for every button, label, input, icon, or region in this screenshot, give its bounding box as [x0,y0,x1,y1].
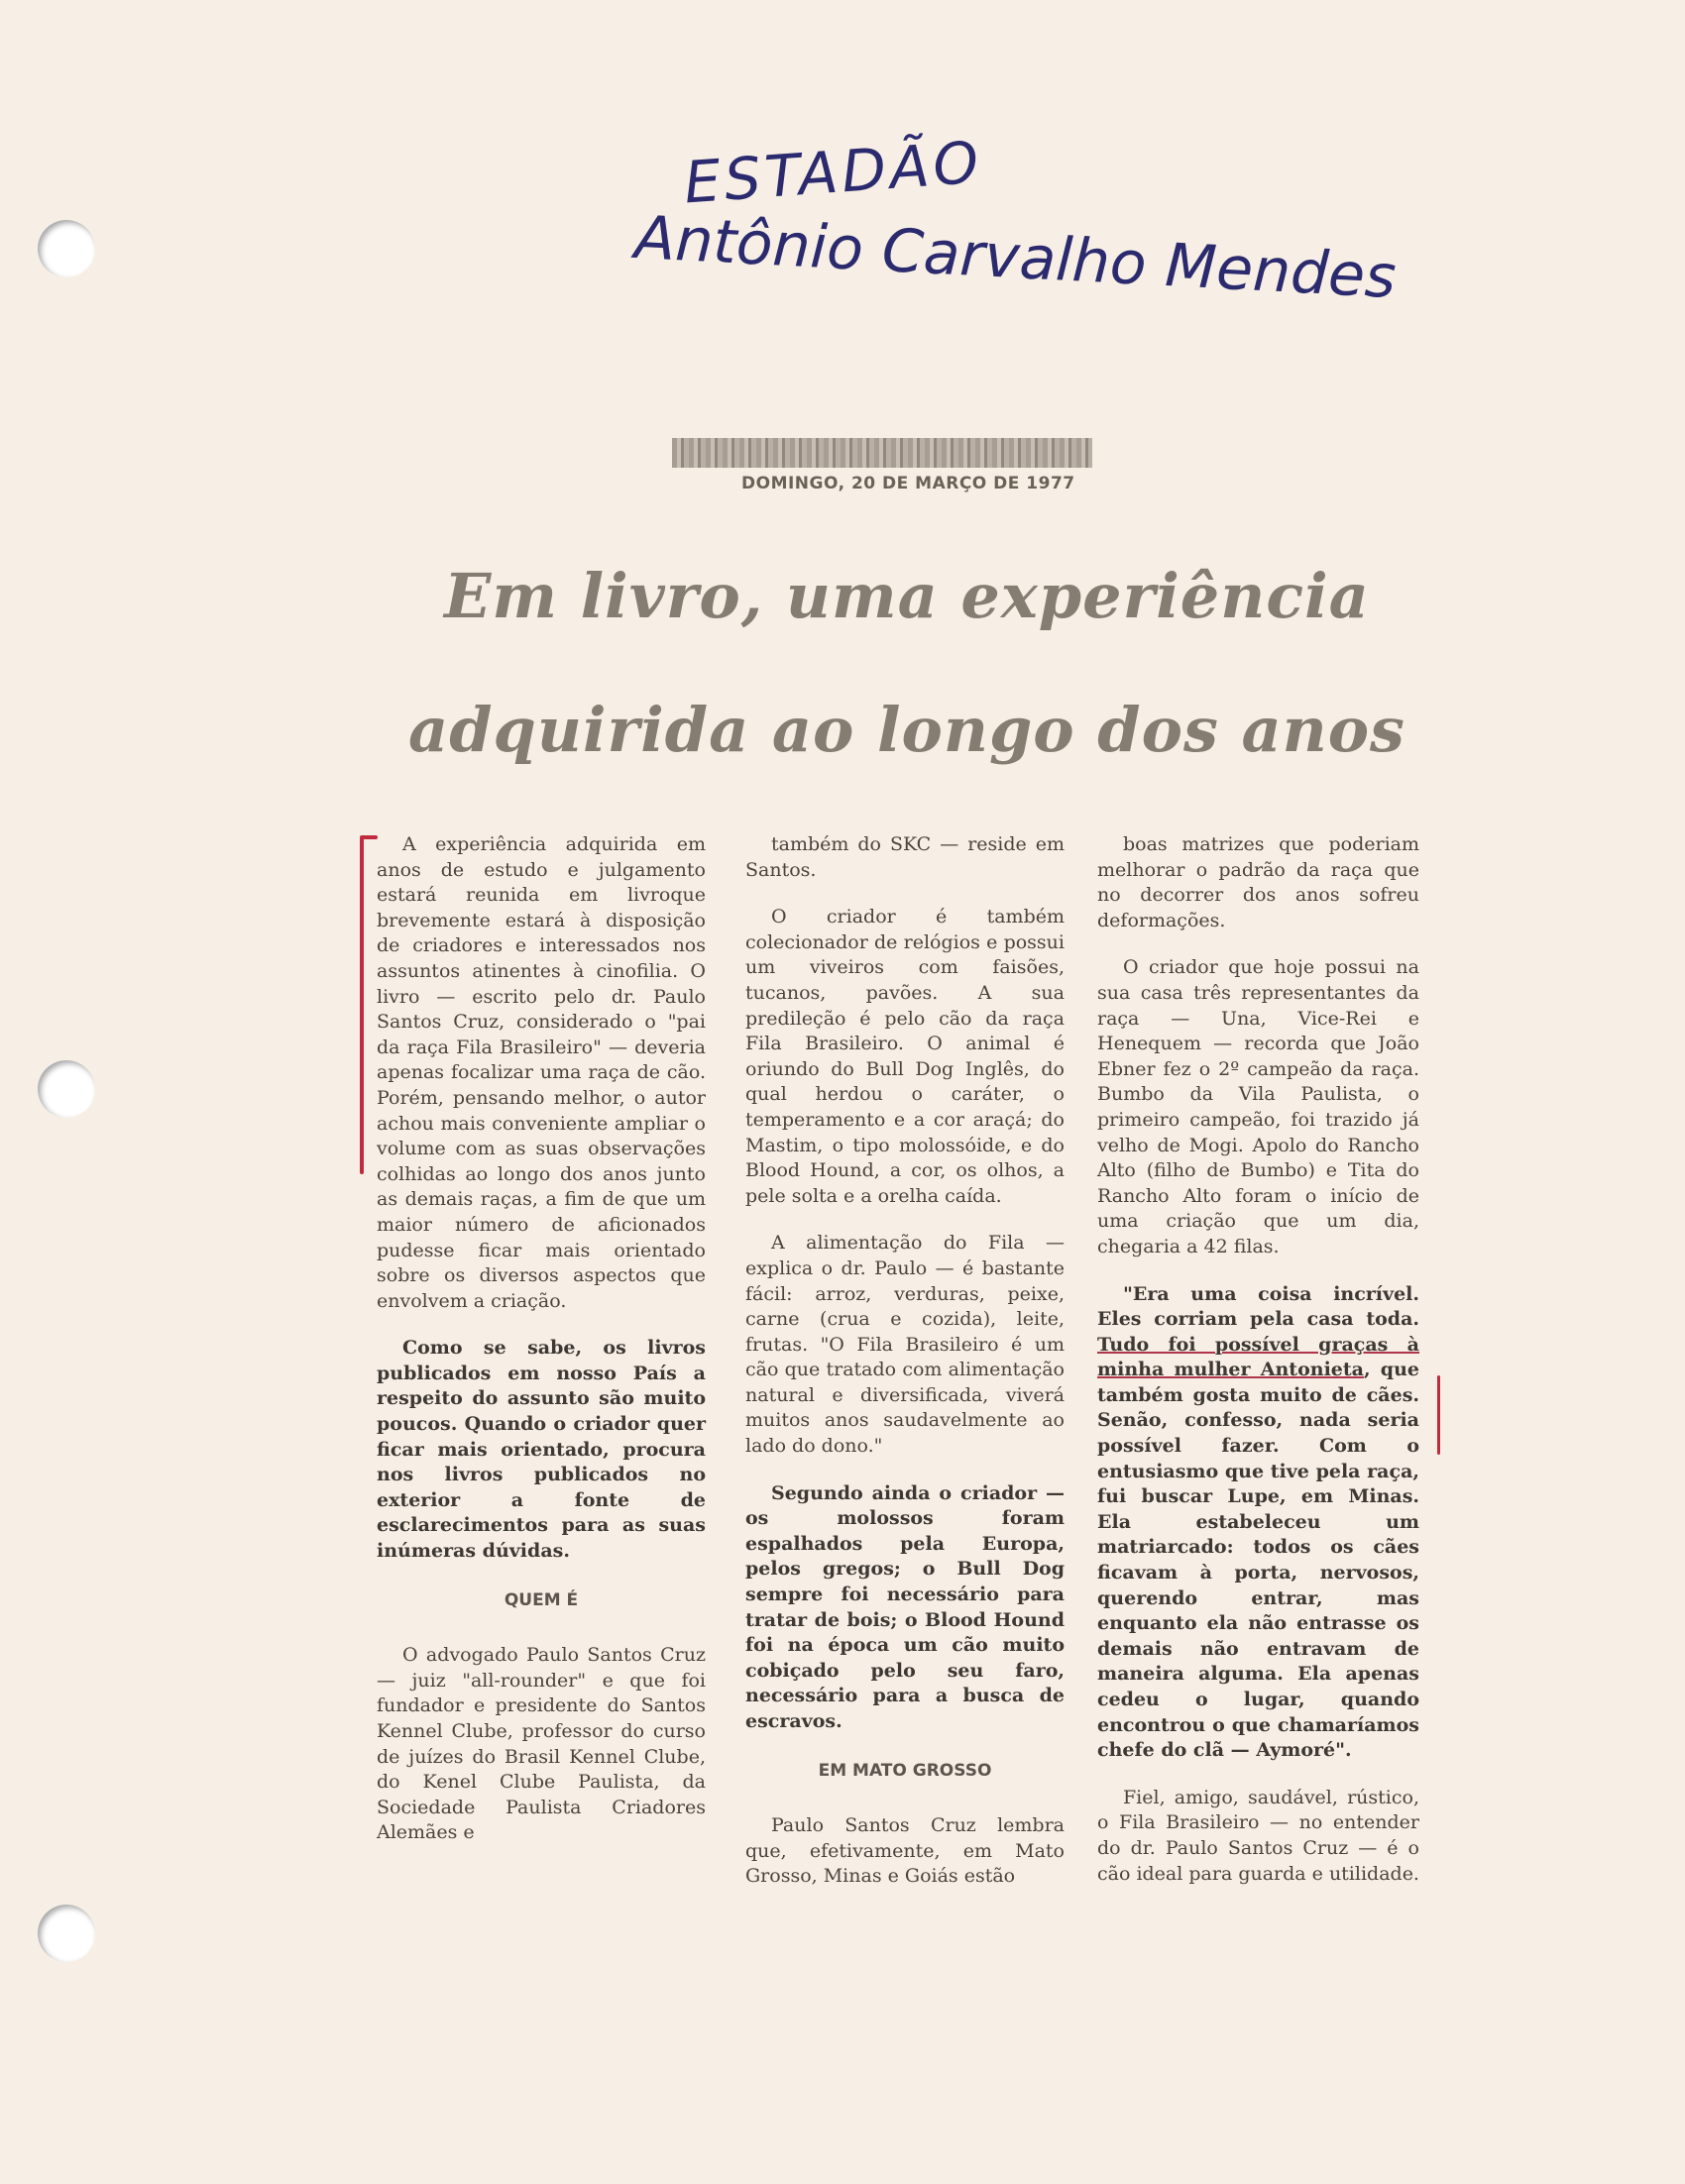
article-column-1 [377,832,706,1868]
subhead-em-mato-grosso: EM MATO GROSSO [818,1760,992,1781]
col1-paragraph-2: Como se sabe, os livros publicados em nosso País a respeito do assunto são muito poucos. Quando o criador quer ficar mais orientado, procura nos livros publicados no exterior a fonte de esclarecimentos para as suas inúmeras dúvidas. [377,1337,706,1563]
handwritten-author: Antônio Carvalho Mendes [632,202,1399,313]
binder-hole-bottom [38,1905,95,1962]
col3-paragraph-3 [1097,1282,1419,1764]
red-margin-mark-1 [360,837,364,1174]
quote-rest: , que também gosta muito de cães. Senão, confesso, nada seria possível fazer. Com o entusiasmo que tive pela raça, fui buscar Lupe, em Minas. Ela estabeleceu um matriarcado: todos os cães ficavam à porta, nervosos, querendo entrar, mas enquanto ela não entrasse os demais não entravam de maneira alguma. Ela apenas cedeu o lugar, quando encontrou o que chamaríamos chefe do clã — Aymoré". [1097,1359,1419,1762]
handwritten-source: ESTADÃO [681,128,985,217]
col2-paragraph-2: O criador é também colecionador de relógios e possui um viveiros com faisões, tucanos, pavões. A sua predileção é pelo cão da raça Fila Brasileiro. O animal é oriundo do Bull Dog Inglês, do qual herdou o caráter, o temperamento e a cor araçá; do Mastim, o tipo molossóide, e do Blood Hound, a cor, os olhos, a pele solta e a orelha caída. [745,906,1065,1207]
headline-line-1: Em livro, uma experiência [444,560,1370,632]
col3-paragraph-4: Fiel, amigo, saudável, rústico, o Fila Brasileiro — no entender do dr. Paulo Santos Cruz — é o cão ideal para guarda e utilidade. [1097,1786,1419,1885]
col3-paragraph-2: O criador que hoje possui na sua casa três representantes da raça — Una, Vice-Rei e Henequem — recorda que João Ebner fez o 2º campeão da raça. Bumbo da Vila Paulista, o primeiro campeão, foi trazido já velho de Mogi. Apolo do Rancho Alto (filho de Bumbo) e Tita do Rancho Alto foram o início de uma criação que um dia, chegaria a 42 filas. [1097,956,1419,1257]
col3-paragraph-1: boas matrizes que poderiam melhorar o padrão da raça que no decorrer dos anos sofreu deformações. [1097,833,1419,931]
subhead-quem-e: QUEM É [504,1589,579,1610]
col2-paragraph-3: A alimentação do Fila — explica o dr. Paulo — é bastante fácil: arroz, verduras, peixe, carne (crua e cozida), leite, frutas. "O Fila Brasileiro é um cão que tratado com alimentação natural e diversificada, viverá muitos anos saudavelmente ao lado do dono." [745,1232,1065,1458]
quote-start: "Era uma coisa incrível. Eles corriam pela casa toda. [1097,1282,1419,1331]
col1-paragraph-3: O advogado Paulo Santos Cruz — juiz "all-rounder" e que foi fundador e presidente do Santos Kennel Clube, professor do curso de juízes do Brasil Kennel Clube, do Kenel Clube Paulista, da Sociedade Paulista Criadores Alemães e [377,1644,706,1844]
col2-paragraph-1: também do SKC — reside em Santos. [745,833,1065,881]
col2-paragraph-5: Paulo Santos Cruz lembra que, efetivamente, em Mato Grosso, Minas e Goiás estão [745,1814,1065,1888]
binder-hole-middle [38,1060,95,1118]
binder-hole-top [38,220,95,277]
article-column-3 [1097,832,1419,1909]
col2-paragraph-4: Segundo ainda o criador — os molossos foram espalhados pela Europa, pelos gregos; o Bull Dog sempre foi necessário para tratar de bois; o Blood Hound foi na época um cão muito cobiçado pelo seu faro, necessário para a busca de escravos. [745,1481,1065,1732]
col1-paragraph-1: A experiência adquirida em anos de estudo e julgamento estará reunida em livroque brevemente estará à disposição de criadores e interessados nos assuntos atinentes à cinofilia. O livro — escrito pelo dr. Paulo Santos Cruz, considerado o "pai da raça Fila Brasileiro" — deveria apenas focalizar uma raça de cão. Porém, pensando melhor, o autor achou mais conveniente ampliar o volume com as suas observações colhidas ao longo dos anos junto as demais raças, a fim de que um maior número de aficionados pudesse ficar mais orientado sobre os diversos aspectos que envolvem a criação. [377,833,706,1312]
red-margin-mark-2 [1437,1375,1440,1455]
dateline: DOMINGO, 20 DE MARÇO DE 1977 [741,474,1075,493]
underlined-passage: Tudo foi possível graças à minha mulher Antonieta [1097,1333,1419,1381]
headline-line-2: adquirida ao longo dos anos [408,694,1405,766]
masthead-strip [672,438,1092,468]
article-column-2 [745,832,1065,1911]
